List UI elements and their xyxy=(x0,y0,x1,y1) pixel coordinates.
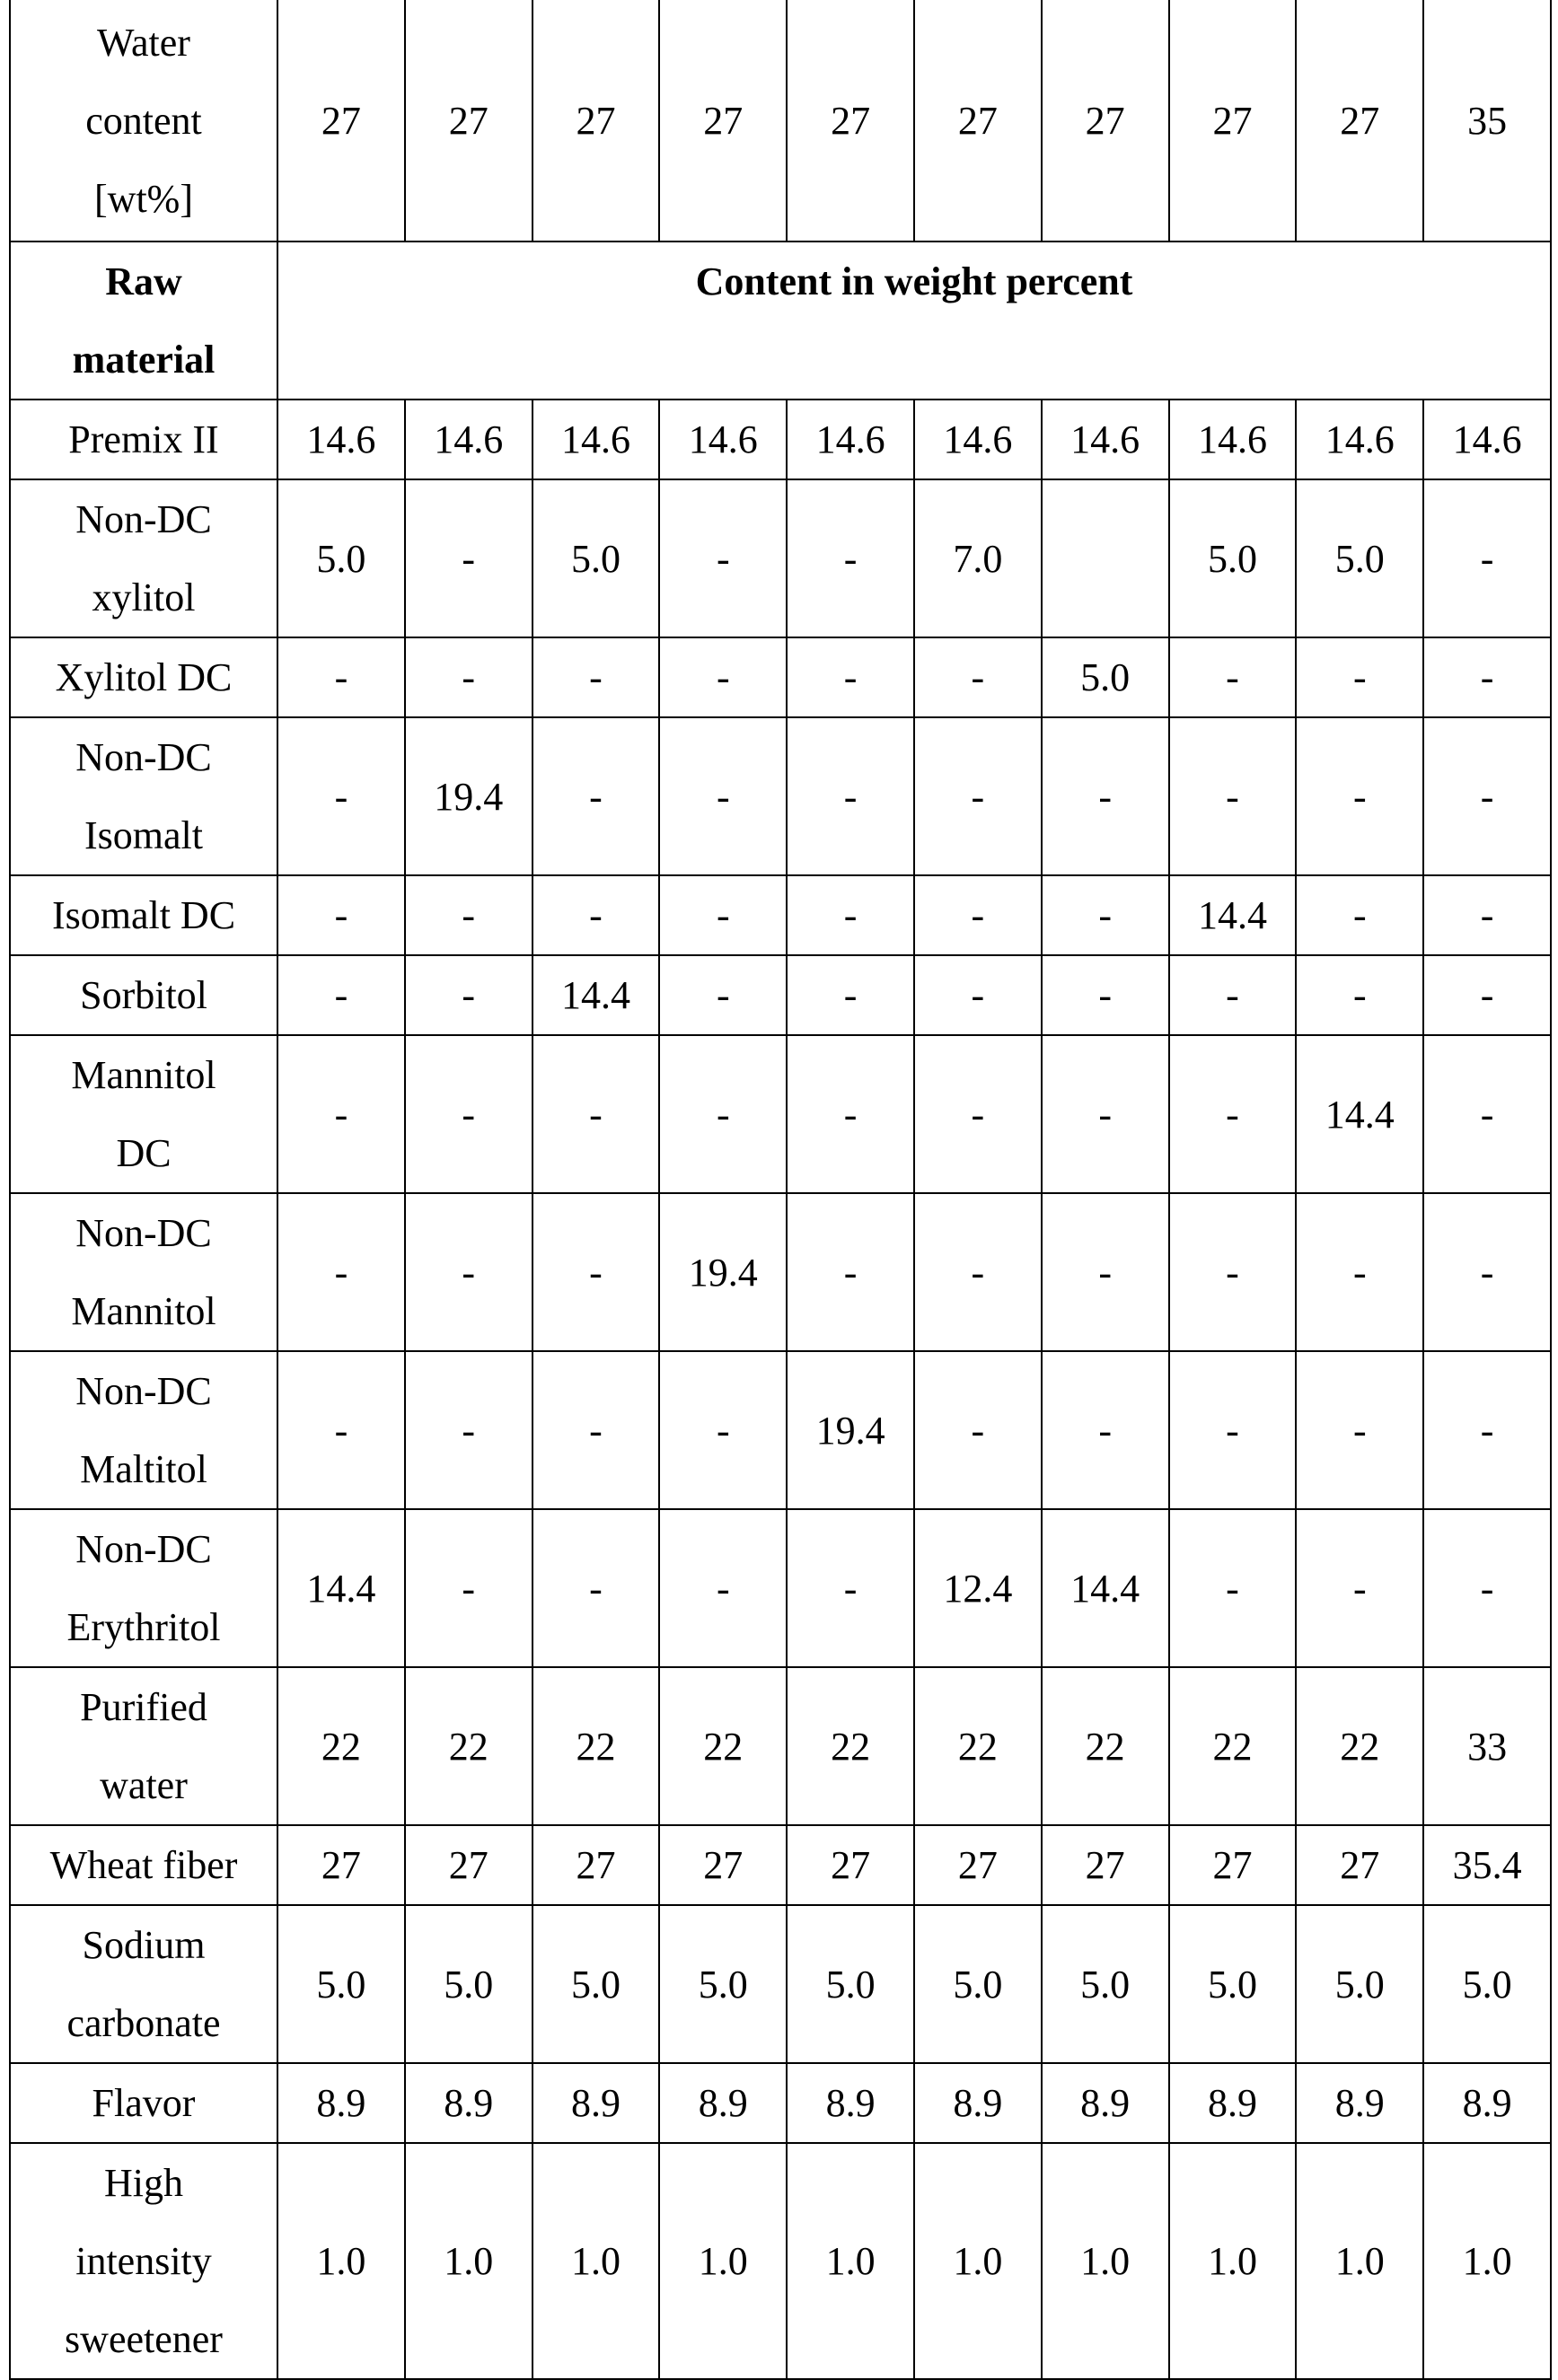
table-row xyxy=(10,955,1551,1035)
table-row xyxy=(10,717,1551,875)
content-value: - xyxy=(533,717,660,875)
content-value: - xyxy=(914,1193,1042,1351)
content-value: - xyxy=(659,717,787,875)
water-content-value: 27 xyxy=(659,0,787,242)
content-value: - xyxy=(405,479,533,637)
content-value: - xyxy=(405,1035,533,1193)
raw-material-name: High intensity sweetener xyxy=(10,2143,277,2379)
content-value: 33 xyxy=(1423,1667,1551,1825)
content-value: - xyxy=(914,717,1042,875)
content-value: - xyxy=(787,1509,914,1667)
content-value: 14.6 xyxy=(787,400,914,479)
table-row xyxy=(10,1035,1551,1193)
content-value: - xyxy=(1169,955,1297,1035)
raw-material-name: Sorbitol xyxy=(10,955,277,1035)
table-row xyxy=(10,479,1551,637)
content-value: 14.4 xyxy=(277,1509,405,1667)
content-value: - xyxy=(1296,717,1423,875)
content-value: 27 xyxy=(277,1825,405,1905)
content-value: - xyxy=(1423,875,1551,955)
content-value: 27 xyxy=(1169,1825,1297,1905)
content-value: 22 xyxy=(1042,1667,1169,1825)
water-content-value: 35 xyxy=(1423,0,1551,242)
content-value: 5.0 xyxy=(1423,1905,1551,2063)
content-value: - xyxy=(533,1509,660,1667)
content-value: 27 xyxy=(533,1825,660,1905)
content-value: 8.9 xyxy=(1296,2063,1423,2143)
content-value: 5.0 xyxy=(1169,479,1297,637)
content-value: - xyxy=(405,637,533,717)
content-value xyxy=(1042,479,1169,637)
content-value: - xyxy=(1042,955,1169,1035)
content-value: - xyxy=(787,875,914,955)
content-value: 27 xyxy=(405,1825,533,1905)
content-value: 14.6 xyxy=(914,400,1042,479)
content-value: 27 xyxy=(1042,1825,1169,1905)
raw-material-name: Non-DC Erythritol xyxy=(10,1509,277,1667)
content-value: 27 xyxy=(787,1825,914,1905)
water-content-value: 27 xyxy=(914,0,1042,242)
content-value: - xyxy=(405,1193,533,1351)
content-value: 8.9 xyxy=(405,2063,533,2143)
content-value: - xyxy=(1169,1351,1297,1509)
content-value: 8.9 xyxy=(787,2063,914,2143)
content-value: - xyxy=(1169,1035,1297,1193)
content-value: 8.9 xyxy=(1423,2063,1551,2143)
content-value: - xyxy=(1423,1509,1551,1667)
raw-material-name: Premix II xyxy=(10,400,277,479)
content-value: - xyxy=(914,1035,1042,1193)
content-value: 14.4 xyxy=(533,955,660,1035)
content-value: 5.0 xyxy=(659,1905,787,2063)
content-value: - xyxy=(405,955,533,1035)
content-value: - xyxy=(405,875,533,955)
content-value: 5.0 xyxy=(1296,479,1423,637)
table-row xyxy=(10,875,1551,955)
content-value: 22 xyxy=(914,1667,1042,1825)
water-content-value: 27 xyxy=(405,0,533,242)
content-value: 14.4 xyxy=(1042,1509,1169,1667)
content-value: 5.0 xyxy=(914,1905,1042,2063)
content-value: - xyxy=(1169,1193,1297,1351)
content-value: 8.9 xyxy=(659,2063,787,2143)
content-value: - xyxy=(787,1193,914,1351)
content-value: - xyxy=(787,717,914,875)
content-value: - xyxy=(1042,1351,1169,1509)
content-value: 27 xyxy=(914,1825,1042,1905)
content-value: 19.4 xyxy=(659,1193,787,1351)
content-value: - xyxy=(533,1035,660,1193)
content-value: - xyxy=(1423,1351,1551,1509)
content-value: 14.6 xyxy=(533,400,660,479)
content-value: - xyxy=(1169,717,1297,875)
content-value: - xyxy=(659,1509,787,1667)
content-value: 19.4 xyxy=(405,717,533,875)
water-content-value: 27 xyxy=(277,0,405,242)
content-value: 1.0 xyxy=(1296,2143,1423,2379)
content-value: 1.0 xyxy=(914,2143,1042,2379)
content-value: - xyxy=(1042,875,1169,955)
content-value: - xyxy=(659,955,787,1035)
table-row xyxy=(10,1825,1551,1905)
content-value: 5.0 xyxy=(1042,637,1169,717)
content-value: - xyxy=(1423,1035,1551,1193)
content-value: - xyxy=(1042,1035,1169,1193)
raw-material-name: Isomalt DC xyxy=(10,875,277,955)
content-value: - xyxy=(1169,1509,1297,1667)
content-value: - xyxy=(533,637,660,717)
content-value: 5.0 xyxy=(787,1905,914,2063)
content-value: - xyxy=(659,1351,787,1509)
content-value: - xyxy=(1296,1509,1423,1667)
content-value: 1.0 xyxy=(787,2143,914,2379)
content-value: - xyxy=(1423,955,1551,1035)
raw-material-name: Non-DC Isomalt xyxy=(10,717,277,875)
content-value: 12.4 xyxy=(914,1509,1042,1667)
content-value: - xyxy=(1042,1193,1169,1351)
content-header: Content in weight percent xyxy=(277,242,1551,400)
water-content-row xyxy=(10,0,1551,242)
content-value: 14.6 xyxy=(277,400,405,479)
content-value: 27 xyxy=(659,1825,787,1905)
content-value: - xyxy=(533,1193,660,1351)
content-value: - xyxy=(1423,717,1551,875)
water-content-label: Water content [wt%] xyxy=(10,0,277,242)
content-value: - xyxy=(405,1351,533,1509)
table-row xyxy=(10,2143,1551,2379)
content-value: 14.4 xyxy=(1169,875,1297,955)
content-value: 27 xyxy=(1296,1825,1423,1905)
content-value: - xyxy=(277,637,405,717)
content-value: - xyxy=(1423,637,1551,717)
content-value: - xyxy=(277,875,405,955)
content-value: - xyxy=(1296,637,1423,717)
content-value: - xyxy=(405,1509,533,1667)
content-value: - xyxy=(914,875,1042,955)
content-value: - xyxy=(659,875,787,955)
content-value: 5.0 xyxy=(1042,1905,1169,2063)
content-value: - xyxy=(914,637,1042,717)
content-value: - xyxy=(277,1351,405,1509)
content-value: 22 xyxy=(533,1667,660,1825)
content-value: 14.6 xyxy=(1296,400,1423,479)
content-value: 8.9 xyxy=(533,2063,660,2143)
table-row xyxy=(10,1193,1551,1351)
content-value: 1.0 xyxy=(533,2143,660,2379)
table-row xyxy=(10,1905,1551,2063)
content-value: 14.6 xyxy=(659,400,787,479)
content-value: 22 xyxy=(1296,1667,1423,1825)
content-value: - xyxy=(277,955,405,1035)
content-value: 8.9 xyxy=(1169,2063,1297,2143)
raw-material-name: Flavor xyxy=(10,2063,277,2143)
content-value: 22 xyxy=(1169,1667,1297,1825)
content-value: 22 xyxy=(405,1667,533,1825)
table-row xyxy=(10,1667,1551,1825)
content-value: 1.0 xyxy=(659,2143,787,2379)
table-row xyxy=(10,1509,1551,1667)
content-value: - xyxy=(787,955,914,1035)
content-value: - xyxy=(1169,637,1297,717)
content-value: 1.0 xyxy=(405,2143,533,2379)
content-value: 1.0 xyxy=(1423,2143,1551,2379)
content-value: 14.6 xyxy=(1169,400,1297,479)
content-value: 5.0 xyxy=(277,1905,405,2063)
header-row xyxy=(10,242,1551,400)
content-value: - xyxy=(533,1351,660,1509)
content-value: 14.4 xyxy=(1296,1035,1423,1193)
table-row xyxy=(10,400,1551,479)
content-value: 8.9 xyxy=(914,2063,1042,2143)
content-value: 22 xyxy=(659,1667,787,1825)
content-value: - xyxy=(277,1193,405,1351)
content-value: 19.4 xyxy=(787,1351,914,1509)
table-row xyxy=(10,2063,1551,2143)
water-content-value: 27 xyxy=(787,0,914,242)
content-value: 14.6 xyxy=(1042,400,1169,479)
content-value: - xyxy=(533,875,660,955)
raw-material-name: Wheat fiber xyxy=(10,1825,277,1905)
content-value: 5.0 xyxy=(405,1905,533,2063)
raw-material-name: Purified water xyxy=(10,1667,277,1825)
content-value: - xyxy=(1423,479,1551,637)
content-value: - xyxy=(1296,1193,1423,1351)
content-value: - xyxy=(914,1351,1042,1509)
content-value: - xyxy=(659,479,787,637)
content-value: 22 xyxy=(277,1667,405,1825)
content-value: 1.0 xyxy=(1042,2143,1169,2379)
water-content-value: 27 xyxy=(1169,0,1297,242)
content-value: - xyxy=(1042,717,1169,875)
content-value: - xyxy=(1296,875,1423,955)
content-value: 8.9 xyxy=(277,2063,405,2143)
water-content-value: 27 xyxy=(533,0,660,242)
content-value: 5.0 xyxy=(1296,1905,1423,2063)
content-value: 5.0 xyxy=(533,479,660,637)
content-value: 22 xyxy=(787,1667,914,1825)
content-value: 5.0 xyxy=(277,479,405,637)
content-value: - xyxy=(787,637,914,717)
content-value: - xyxy=(1296,955,1423,1035)
raw-material-name: Mannitol DC xyxy=(10,1035,277,1193)
content-value: 8.9 xyxy=(1042,2063,1169,2143)
content-value: - xyxy=(1423,1193,1551,1351)
raw-material-name: Non-DC Mannitol xyxy=(10,1193,277,1351)
content-value: 14.6 xyxy=(405,400,533,479)
water-content-value: 27 xyxy=(1296,0,1423,242)
content-value: 14.6 xyxy=(1423,400,1551,479)
water-content-value: 27 xyxy=(1042,0,1169,242)
content-value: 5.0 xyxy=(533,1905,660,2063)
content-value: - xyxy=(659,637,787,717)
raw-material-name: Xylitol DC xyxy=(10,637,277,717)
content-value: 5.0 xyxy=(1169,1905,1297,2063)
content-value: 35.4 xyxy=(1423,1825,1551,1905)
raw-material-header: Raw material xyxy=(10,242,277,400)
content-value: - xyxy=(277,717,405,875)
content-value: 7.0 xyxy=(914,479,1042,637)
raw-material-name: Non-DC xylitol xyxy=(10,479,277,637)
content-value: - xyxy=(787,479,914,637)
content-value: 1.0 xyxy=(277,2143,405,2379)
formulation-table xyxy=(9,0,1552,2380)
content-value: - xyxy=(1296,1351,1423,1509)
content-value: 1.0 xyxy=(1169,2143,1297,2379)
raw-material-name: Non-DC Maltitol xyxy=(10,1351,277,1509)
content-value: - xyxy=(277,1035,405,1193)
content-value: - xyxy=(787,1035,914,1193)
content-value: - xyxy=(914,955,1042,1035)
content-value: - xyxy=(659,1035,787,1193)
raw-material-name: Sodium carbonate xyxy=(10,1905,277,2063)
table-row xyxy=(10,1351,1551,1509)
table-row xyxy=(10,637,1551,717)
